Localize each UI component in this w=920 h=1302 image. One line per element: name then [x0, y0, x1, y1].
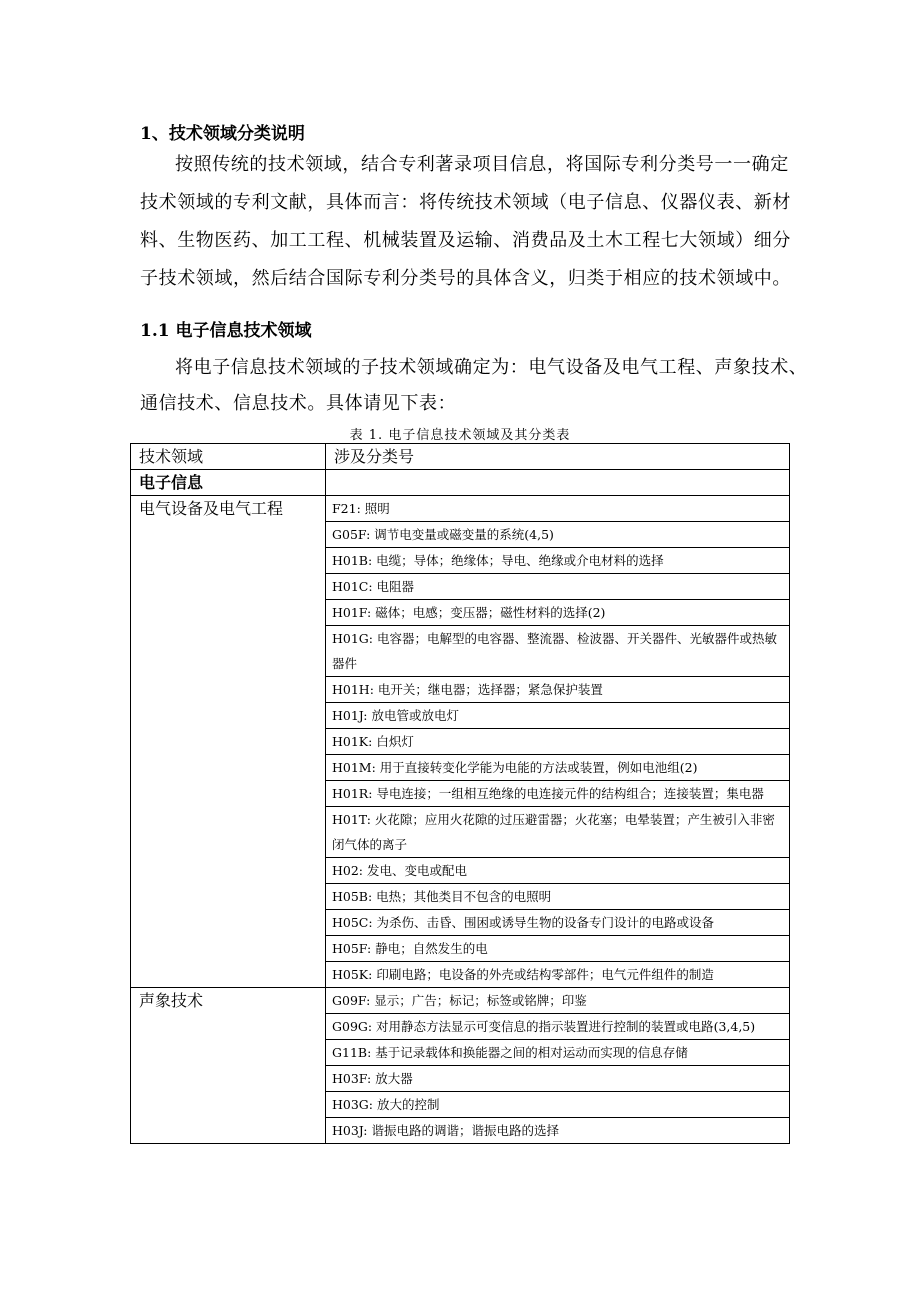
header-cell: 技术领域: [131, 444, 326, 470]
category-cell: 电子信息: [131, 470, 326, 496]
classification-code-cell: H05B: 电热；其他类目不包含的电照明: [326, 884, 790, 910]
classification-code-cell: G09F: 显示；广告；标记；标签或铭牌；印鉴: [326, 988, 790, 1014]
classification-code-cell: H03G: 放大的控制: [326, 1092, 790, 1118]
classification-code-cell: G09G: 对用静态方法显示可变信息的指示装置进行控制的装置或电路(3,4,5): [326, 1014, 790, 1040]
classification-code-cell: H05C: 为杀伤、击昏、围困或诱导生物的设备专门设计的电路或设备: [326, 910, 790, 936]
classification-code-cell: H03F: 放大器: [326, 1066, 790, 1092]
paragraph-line: 料、生物医药、加工工程、机械装置及运输、消费品及土木工程七大领域）细分: [140, 230, 791, 251]
table-header-row: [131, 444, 790, 470]
field-name-cell: 电气设备及电气工程: [131, 496, 326, 988]
classification-code-cell: H01J: 放电管或放电灯: [326, 703, 790, 729]
classification-code-cell: H05F: 静电；自然发生的电: [326, 936, 790, 962]
classification-code-cell: H01K: 白炽灯: [326, 729, 790, 755]
category-row: [131, 470, 790, 496]
classification-code-cell: H01B: 电缆；导体；绝缘体；导电、绝缘或介电材料的选择: [326, 548, 790, 574]
classification-code-cell: H01R: 导电连接；一组相互绝缘的电连接元件的结构组合；连接装置；集电器: [326, 781, 790, 807]
classification-code-cell: H02: 发电、变电或配电: [326, 858, 790, 884]
classification-code-cell: H01M: 用于直接转变化学能为电能的方法或装置，例如电池组(2): [326, 755, 790, 781]
classification-code-cell: H01F: 磁体；电感；变压器；磁性材料的选择(2): [326, 600, 790, 626]
paragraph-line: 子技术领域，然后结合国际专利分类号的具体含义，归类于相应的技术领域中。: [140, 268, 791, 289]
section-1-heading: 1、技术领域分类说明: [140, 124, 305, 144]
table-caption: 表 1. 电子信息技术领域及其分类表: [349, 428, 571, 443]
paragraph-line: 将电子信息技术领域的子技术领域确定为：电气设备及电气工程、声象技术、: [175, 357, 808, 378]
classification-code-cell: F21: 照明: [326, 496, 790, 522]
table-row: [131, 496, 790, 522]
classification-code-cell: H05K: 印刷电路；电设备的外壳或结构零部件；电气元件组件的制造: [326, 962, 790, 988]
classification-code-cell: H01T: 火花隙；应用火花隙的过压避雷器；火花塞；电晕装置；产生被引入非密闭气体的离子: [326, 807, 790, 858]
classification-code-cell: H01H: 电开关；继电器；选择器；紧急保护装置: [326, 677, 790, 703]
classification-code-cell: H03J: 谐振电路的调谐；谐振电路的选择: [326, 1118, 790, 1144]
classification-code-cell: G11B: 基于记录载体和换能器之间的相对运动而实现的信息存储: [326, 1040, 790, 1066]
empty-cell: [326, 470, 790, 496]
paragraph-line: 通信技术、信息技术。具体请见下表：: [140, 393, 457, 414]
paragraph-line: 按照传统的技术领域，结合专利著录项目信息，将国际专利分类号一一确定: [175, 154, 789, 175]
classification-code-cell: G05F: 调节电变量或磁变量的系统(4,5): [326, 522, 790, 548]
paragraph-line: 技术领域的专利文献，具体而言：将传统技术领域（电子信息、仪器仪表、新材: [140, 192, 791, 213]
section-1-1-heading: 1.1 电子信息技术领域: [140, 321, 312, 341]
field-name-cell: 声象技术: [131, 988, 326, 1144]
classification-code-cell: H01G: 电容器；电解型的电容器、整流器、检波器、开关器件、光敏器件或热敏器件: [326, 626, 790, 677]
table-row: [131, 988, 790, 1014]
header-cell: 涉及分类号: [326, 444, 790, 470]
classification-code-cell: H01C: 电阻器: [326, 574, 790, 600]
classification-table: [130, 443, 790, 1144]
